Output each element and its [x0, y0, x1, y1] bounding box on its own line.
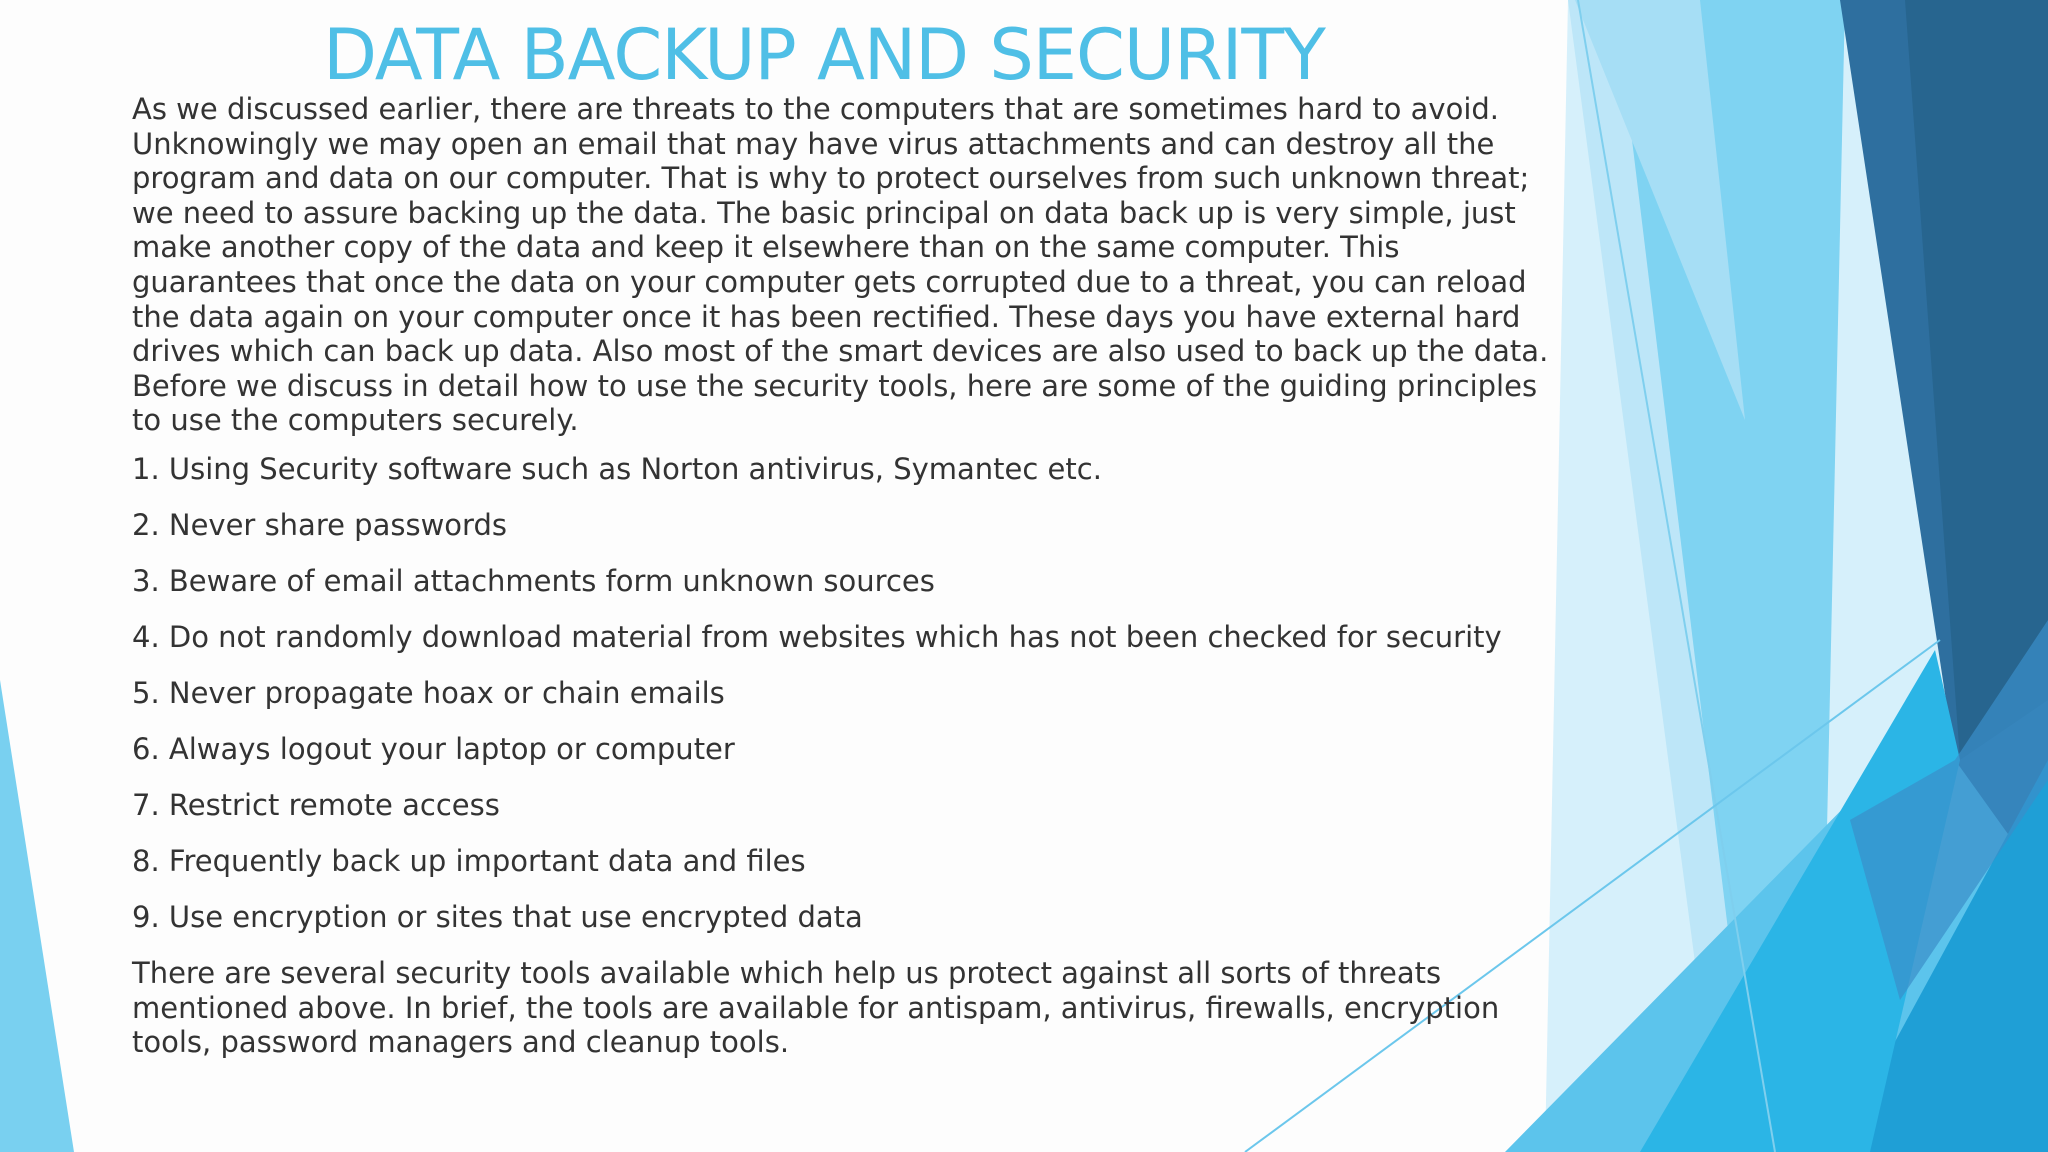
intro-line: to use the computers securely.	[132, 403, 579, 438]
closing-line: There are several security tools available which help us protect against all sorts of threats	[132, 955, 1442, 990]
list-item: 6. Always logout your laptop or computer	[132, 731, 735, 766]
intro-line: Unknowingly we may open an email that may have virus attachments and can destroy all the	[132, 126, 1495, 161]
intro-line: guarantees that once the data on your computer gets corrupted due to a threat, you can reload	[132, 264, 1527, 299]
slide-body	[132, 92, 1552, 1060]
intro-line: drives which can back up data. Also most of the smart devices are also used to back up the data.	[132, 334, 1549, 369]
list-item: 1. Using Security software such as Norton antivirus, Symantec etc.	[132, 451, 1102, 486]
list-item: 8. Frequently back up important data and files	[132, 843, 806, 878]
left-accent-shape	[0, 680, 74, 1152]
intro-line: As we discussed earlier, there are threats to the computers that are sometimes hard to avoid.	[132, 92, 1500, 126]
intro-paragraph	[132, 92, 1552, 438]
intro-line: we need to assure backing up the data. The basic principal on data back up is very simple, just	[132, 195, 1516, 230]
list-item: 3. Beware of email attachments form unknown sources	[132, 563, 935, 598]
intro-line: program and data on our computer. That is why to protect ourselves from such unknown threat;	[132, 161, 1530, 196]
intro-line: Before we discuss in detail how to use the security tools, here are some of the guiding principles	[132, 368, 1538, 403]
closing-paragraph	[132, 956, 1552, 1060]
list-item: 9. Use encryption or sites that use encrypted data	[132, 899, 863, 934]
intro-line: make another copy of the data and keep it elsewhere than on the same computer. This	[132, 230, 1400, 265]
principles-list	[132, 452, 1552, 956]
list-item: 7. Restrict remote access	[132, 787, 500, 822]
list-item: 2. Never share passwords	[132, 507, 507, 542]
intro-line: the data again on your computer once it has been rectified. These days you have external hard	[132, 299, 1521, 334]
slide-title: DATA BACKUP AND SECURITY	[323, 14, 1325, 96]
list-item: 5. Never propagate hoax or chain emails	[132, 675, 725, 710]
list-item: 4. Do not randomly download material from websites which has not been checked for security	[132, 619, 1502, 654]
closing-line: mentioned above. In brief, the tools are available for antispam, antivirus, firewalls, encryption	[132, 990, 1500, 1025]
closing-line: tools, password managers and cleanup tools.	[132, 1025, 790, 1060]
